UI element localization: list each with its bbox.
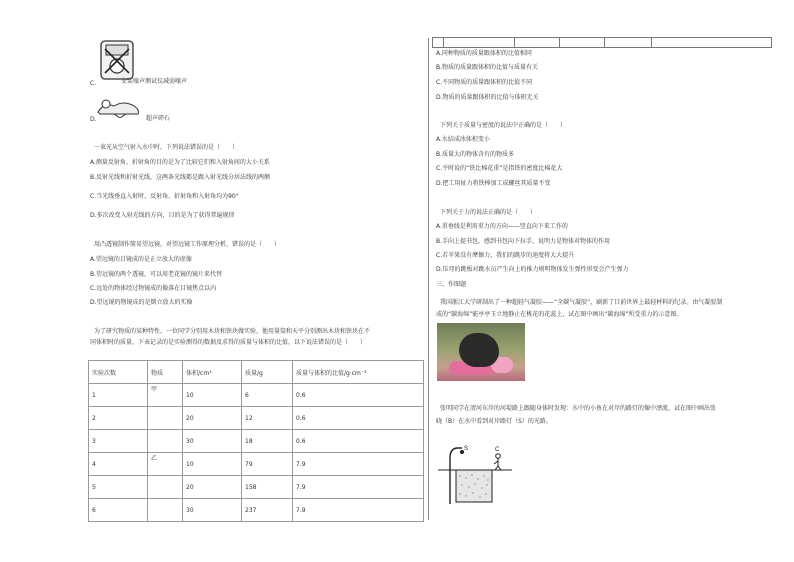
cell-ratio: 0.6	[293, 384, 424, 407]
header-substance: 物质	[148, 361, 183, 384]
header-volume: 体积/cm³	[183, 361, 242, 384]
q5-option-a: A.重垂线是利用重力的方向——竖直向下来工作的	[436, 223, 568, 230]
q4-stem: 下列关于质量与密度的说法中正确的是（ ）	[440, 122, 567, 129]
option-c-label: C.	[90, 80, 97, 87]
option-d-text: 超声碎石	[146, 115, 171, 122]
lithotripsy-figure	[94, 96, 142, 118]
q5-option-c: C.若苹果没有摩擦力，我们的跳步的速度将大大提升	[436, 252, 575, 259]
table-row	[89, 476, 424, 499]
label-s: S	[464, 446, 469, 452]
cell-substance	[148, 476, 183, 499]
q3-option-c: C.不同物质的质量跟体积的比值不同	[436, 79, 533, 86]
q1-option-b: B.反射光线和折射光线，这两条光线都是跟入射光线分居法线的两侧	[90, 174, 271, 181]
q6-line1: 我国浙江大学研制出了一种超轻气凝胶——“全碳气凝胶”，刷新了目前世界上最轻材料的纪录。由气凝胶制	[440, 299, 723, 306]
q4-option-a: A.水结成冰体积变小	[436, 136, 490, 143]
cell-substance	[148, 407, 183, 430]
cell-mass: 79	[242, 453, 293, 476]
q3-option-a: A.同种物质的质量跟体积的比值相同	[436, 50, 532, 57]
cell-mass: 12	[242, 407, 293, 430]
q3-option-d: D.物质的质量跟体积的比值与体积无关	[436, 94, 539, 101]
q2-option-a: A.望远镜的目镜成的是正立放大的虚像	[90, 256, 192, 263]
q1-option-d: D.多次改变入射光线的方向，目的是为了获得普遍规律	[90, 212, 235, 219]
cell-mass: 6	[242, 384, 293, 407]
cell-substance	[148, 499, 183, 522]
cell-mass: 18	[242, 430, 293, 453]
q3-option-b: B.物质的质量跟体积的比值与质量有关	[436, 64, 539, 71]
q2-option-d: D.望远镜的物镜成的是倒立放大的实像	[90, 299, 193, 306]
noise-tester-figure	[99, 39, 135, 83]
cell-volume: 30	[183, 499, 242, 522]
cell-trial: 6	[89, 499, 148, 522]
table-row	[89, 407, 424, 430]
q1-stem: 一束光从空气射入水中时，下列说法错误的是（ ）	[94, 144, 239, 151]
table-row	[89, 384, 424, 407]
experiment-data-table	[88, 360, 424, 522]
table-header-row	[89, 361, 424, 384]
table-row	[89, 499, 424, 522]
cell-substance	[148, 430, 183, 453]
q4-option-d: D.把工用扯力将铁棒加工成螺丝其质量不变	[436, 180, 551, 187]
continued-table-edge	[432, 37, 772, 48]
cell-trial: 3	[89, 430, 148, 453]
cell-volume: 20	[183, 476, 242, 499]
cell-volume: 30	[183, 430, 242, 453]
table-row	[89, 430, 424, 453]
q2-option-b: B.望远镜的两个透镜，可以用老花镜的镜片来代替	[90, 271, 223, 278]
header-ratio: 质量与体积的比值/g·cm⁻³	[293, 361, 424, 384]
cell-mass: 158	[242, 476, 293, 499]
cell-volume: 10	[183, 384, 242, 407]
cell-substance: 乙	[148, 453, 183, 476]
cell-ratio: 0.6	[293, 430, 424, 453]
cell-mass: 237	[242, 499, 293, 522]
q2-stem: 用凸透镜制作简易望远镜，对望远镜工作原理分析，错误的是（ ）	[94, 241, 281, 248]
cell-ratio: 0.6	[293, 407, 424, 430]
cell-ratio: 7.9	[293, 476, 424, 499]
table-row	[89, 453, 424, 476]
q5-option-d: D.压弯的跳板对跳水员产生向上的推力则明物体发生弹性形变会产生弹力	[436, 266, 629, 273]
cell-trial: 5	[89, 476, 148, 499]
river-lamp-diagram	[436, 440, 516, 506]
cell-volume: 20	[183, 407, 242, 430]
label-c: C	[495, 447, 500, 453]
option-d-label: D.	[90, 116, 97, 123]
q7-line2: 晓（B）在水中看到对岸路灯（S）的光路。	[436, 418, 552, 425]
q1-option-c: C.当光线垂直入射时，反射角、折射角和入射角均为90°	[90, 193, 239, 200]
cell-substance: 甲	[148, 384, 183, 407]
cell-volume: 10	[183, 453, 242, 476]
q2-option-c: C.远处的物体经过物镜成的像落在目镜焦点以内	[90, 285, 217, 292]
cell-trial: 2	[89, 407, 148, 430]
q5-option-b: B.手向上提书包，感到书包向下拉手，说明力是物体对物体的作用	[436, 238, 611, 245]
q4-option-c: C.平时说的“铁比棉花重”是指铁的密度比棉花大	[436, 165, 563, 172]
q1-option-a: A.测量反射角、折射角的目的是为了比较它们和入射角间的大小关系	[90, 159, 270, 166]
section-title: 三、作图题	[436, 281, 467, 288]
cell-ratio: 7.9	[293, 453, 424, 476]
q4-option-b: B.质量大的物体含有的物质多	[436, 151, 515, 158]
q3-stem-line2: 同体积时的质量，下表记录的是实验测得的数据及求得的质量与体积的比值，以下说法错误的是（ ）	[90, 339, 367, 346]
option-c-text: 安装噪声测试仪减弱噪声	[121, 78, 188, 85]
cell-trial: 4	[89, 453, 148, 476]
carbon-sponge-photo	[437, 323, 525, 381]
cell-trial: 1	[89, 384, 148, 407]
cell-ratio: 7.9	[293, 499, 424, 522]
column-divider	[428, 38, 429, 520]
header-trial: 实验次数	[89, 361, 148, 384]
q3-stem-line1: 为了研究物质的某种特性，一位同学分别用木块和铁块做实验，他用量筒和天平分别测出木块和铁块在不	[94, 328, 371, 335]
q5-stem: 下列关于力的说法正确的是（ ）	[440, 209, 537, 216]
header-mass: 质量/g	[242, 361, 293, 384]
q6-line2: 成的“碳海绵”能亭亭玉立地静止在桃花的花蕊上，试在图中画出“碳海绵”所受重力的示意图。	[436, 311, 683, 318]
q7-line1: 张明同学在清河东岸的河堤路上跟随身体时发现：水中的小鱼在对岸的路灯的像中漂流，试在图中画出张	[440, 405, 717, 412]
